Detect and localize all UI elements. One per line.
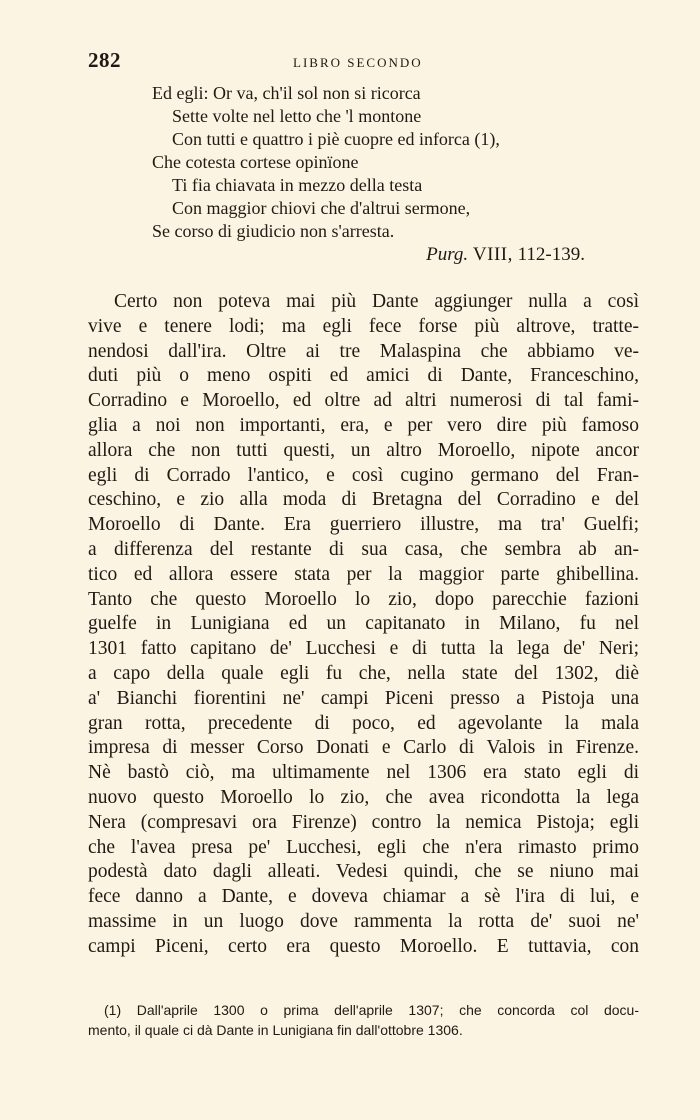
footnote-line: (1) Dall'aprile 1300 o prima dell'aprile 1307; che concorda col docu-	[104, 1002, 639, 1018]
verse-quotation	[152, 82, 622, 243]
citation-source: Purg.	[426, 244, 469, 265]
text-line: a' Bianchi fiorentini ne' campi Piceni presso a Pistoja una	[88, 687, 639, 709]
verse-citation	[150, 244, 585, 266]
text-line: Certo non poteva mai più Dante aggiunger nulla a così	[114, 291, 639, 312]
text-line: Tanto che questo Moroello lo zio, dopo parecchie fazioni	[88, 588, 639, 610]
text-line: guelfe in Lunigiana ed un capitanato in Milano, fu nel	[88, 613, 639, 635]
text-line: impresa di messer Corso Donati e Carlo di Valois in Firenze.	[88, 737, 639, 759]
text-line: vive e tenere lodi; ma egli fece forse più altrove, tratte-	[88, 315, 639, 337]
footnote	[88, 1000, 639, 1040]
text-line: allora che non tutti questi, un altro Moroello, nipote ancor	[88, 439, 639, 461]
citation-book: VIII,	[472, 244, 513, 265]
text-line: Moroello di Dante. Era guerriero illustre, ma tra' Guelfi;	[88, 514, 639, 536]
text-line: Corradino e Moroello, ed oltre ad altri numerosi di tal fami-	[88, 390, 639, 412]
text-line: Nera (compresavi ora Firenze) contro la nemica Pistoja; egli	[88, 811, 639, 833]
citation-lines: 112-139.	[517, 244, 585, 265]
verse-line: Ed egli: Or va, ch'il sol non si ricorca	[152, 83, 421, 103]
text-line: a differenza del restante di sua casa, che sembra ab an-	[88, 538, 639, 560]
page-header	[88, 48, 640, 78]
verse-line: Con tutti e quattro i piè cuopre ed inforca (1),	[172, 129, 500, 149]
text-line: a capo della quale egli fu che, nella state del 1302, diè	[88, 662, 639, 684]
page-number: 282	[88, 48, 121, 72]
verse-line: Ti fia chiavata in mezzo della testa	[172, 175, 423, 195]
text-line: nuovo questo Moroello lo zio, che avea ricondotta la lega	[88, 786, 639, 808]
text-line: glia a noi non importanti, era, e per vero dire più famoso	[88, 414, 639, 436]
text-line: fece danno a Dante, e doveva chiamar a sè l'ira di lui, e	[88, 886, 639, 908]
text-line: Nè bastò ciò, ma ultimamente nel 1306 era stato egli di	[88, 762, 639, 784]
text-line: duti più o meno ospiti ed amici di Dante, Franceschino,	[88, 365, 639, 387]
text-line: campi Piceni, certo era questo Moroello. E tuttavia, con	[88, 935, 639, 957]
verse-line: Con maggior chiovi che d'altrui sermone,	[172, 198, 471, 218]
running-head: LIBRO SECONDO	[293, 55, 423, 70]
verse-line: Sette volte nel letto che 'l montone	[172, 106, 422, 126]
text-line: podestà dato dagli alleati. Vedesi quindi, che se niuno mai	[88, 861, 639, 883]
body-text	[88, 290, 639, 960]
verse-line: Se corso di giudicio non s'arresta.	[152, 221, 395, 241]
text-line: ceschino, e zio alla moda di Bretagna del Corradino e del	[88, 489, 639, 511]
text-line: 1301 fatto capitano de' Lucchesi e di tutta la lega de' Neri;	[88, 638, 639, 660]
text-line: massime in un luogo dove rammenta la rotta de' suoi ne'	[88, 910, 639, 932]
text-line: egli di Corrado l'antico, e così cugino germano del Fran-	[88, 464, 639, 486]
footnote-line: mento, il quale ci dà Dante in Lunigiana fin dall'ottobre 1306.	[88, 1022, 463, 1038]
verse-line: Che cotesta cortese opinïone	[152, 152, 359, 172]
text-line: che l'avea presa pe' Lucchesi, egli che n'era rimasto primo	[88, 836, 639, 858]
text-line: tico ed allora essere stata per la maggior parte ghibellina.	[88, 563, 639, 585]
text-line: nendosi dall'ira. Oltre ai tre Malaspina che abbiamo ve-	[88, 340, 639, 362]
text-line: gran rotta, precedente di poco, ed agevolante la mala	[88, 712, 639, 734]
